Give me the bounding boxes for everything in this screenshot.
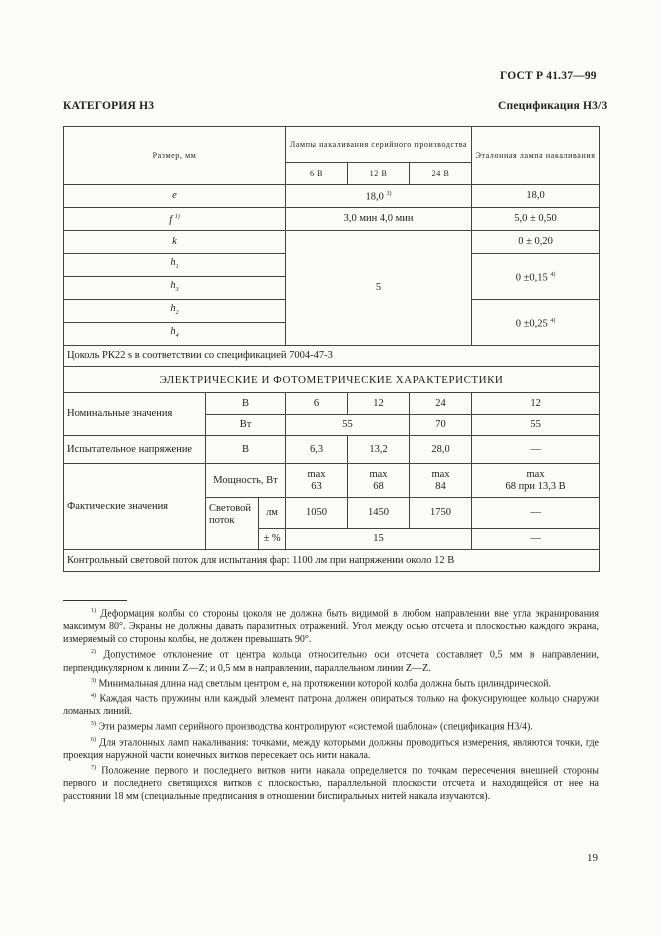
nominal-v6: 6 (286, 393, 348, 415)
row-h1-label: $h_1$ (64, 254, 286, 277)
tol-unit: ± % (259, 529, 286, 550)
nominal-vref: 12 (472, 393, 600, 415)
nominal-v12: 12 (348, 393, 410, 415)
footnote-4: $^{4)}$ Каждая часть пружины или каждый элемент патрона должен опираться только на фокусирующее кольцо снаружи ломаных линий. (63, 692, 599, 718)
row-h2-label: $h_2$ (64, 300, 286, 323)
power-ref: max 68 при 13,3 В (472, 464, 600, 498)
row-e-label: e (64, 185, 286, 208)
serial-header: Лампы накаливания серийного производства (286, 127, 472, 163)
spec-title: Спецификация Н3/3 (498, 100, 608, 112)
row-k-label: k (64, 231, 286, 254)
actual-label: Фактические значения (64, 464, 206, 550)
flux-6: 1050 (286, 498, 348, 529)
base-row: Цоколь РК22 s в соответствии со спецификацией 7004-47-3 (64, 346, 600, 367)
row-e-serial: 18,0 $^{3)}$ (286, 185, 472, 208)
nominal-v24: 24 (410, 393, 472, 415)
row-h4-label: $h_4$ (64, 323, 286, 346)
row-f-label: f $^{1)}$ (64, 208, 286, 231)
row-h3-label: $h_3$ (64, 277, 286, 300)
power-24: max 84 (410, 464, 472, 498)
nominal-w-ref: 55 (472, 415, 600, 436)
v12-header: 12 В (348, 163, 410, 185)
footnote-3: $^{3)}$ Минимальная длина над светлым центром e, на протяжении которой колба должна быть цилиндрической. (91, 677, 551, 689)
control-row: Контрольный световой поток для испытания фар: 1100 лм при напряжении около 12 В (64, 550, 600, 572)
category-title: КАТЕГОРИЯ Н3 (63, 100, 155, 112)
nominal-w-serial: 55 (286, 415, 410, 436)
ref-h13-value: 0 ±0,15 $^{4)}$ (472, 254, 600, 300)
footnote-6: $^{6)}$ Для эталонных ламп накаливания: точками, между которыми должны проводиться измерения, являются точки, где проекция наружной части конечных витков пересекает ось нити накала. (63, 736, 599, 761)
tol-serial: 15 (286, 529, 472, 550)
footnote-rule (63, 600, 127, 601)
tol-ref: — (472, 529, 600, 550)
test-voltage-label: Испытательное напряжение (64, 436, 206, 464)
test-v6: 6,3 (286, 436, 348, 464)
test-v24: 28,0 (410, 436, 472, 464)
standard-code: ГОСТ Р 41.37—99 (500, 70, 597, 82)
power-12: max 68 (348, 464, 410, 498)
ref-header: Эталонная лампа накаливания (472, 127, 600, 185)
row-e-ref: 18,0 (472, 185, 600, 208)
serial-group-value: 5 (286, 231, 472, 346)
v24-header: 24 В (410, 163, 472, 185)
section-title: ЭЛЕКТРИЧЕСКИЕ И ФОТОМЕТРИЧЕСКИЕ ХАРАКТЕРИСТИКИ (64, 367, 600, 393)
flux-ref: — (472, 498, 600, 529)
test-vref: — (472, 436, 600, 464)
ref-h24-value: 0 ±0,25 $^{4)}$ (472, 300, 600, 346)
test-v12: 13,2 (348, 436, 410, 464)
row-k-ref: 0 ± 0,20 (472, 231, 600, 254)
page-number: 19 (587, 852, 598, 864)
flux-12: 1450 (348, 498, 410, 529)
spec-table (63, 126, 600, 572)
nominal-w24: 70 (410, 415, 472, 436)
test-voltage-unit: В (206, 436, 286, 464)
row-f-ref: 5,0 ± 0,50 (472, 208, 600, 231)
flux-unit: лм (259, 498, 286, 529)
row-f-serial: 3,0 мин 4,0 мин (286, 208, 472, 231)
size-header: Размер, мм (64, 127, 286, 185)
footnote-2: $^{2)}$ Допустимое отклонение от центра кольца относительно оси отсчета составляет 0,5 мм в направлении, перпендикулярном к линии Z—Z; и 0,5 мм в направлении, параллельном линии Z—Z. (63, 649, 600, 674)
nominal-unit-w: Вт (206, 415, 286, 436)
footnote-1: $^{1)}$ Деформация колбы со стороны цоколя не должна быть видимой в любом направлении вне угла экранирования максимум 80°. Экраны не должны давать паразитных отражений. Угол между осью отсчета и плоскостью каждого экрана, измеряемый со стороны колбы, не должен превышать 90°. (63, 608, 599, 646)
footnote-5: $^{5)}$ Эти размеры ламп серийного производства контролируют «системой шаблона» (спецификация Н3/4). (91, 721, 533, 733)
flux-label: Световой поток (206, 498, 259, 550)
footnote-7: $^{7)}$ Положение первого и последнего витков нити накала определяется по точкам пересечения внешней стороны первого и последнего светящихся витков с плоскостью, параллельной плоскости отсчета и находящейся от нее на расстоянии 18 мм (специальные предписания в отношении биспиральных нитей накала изучаются). (63, 764, 599, 803)
footnotes (63, 605, 599, 803)
nominal-unit-v: В (206, 393, 286, 415)
power-6: max 63 (286, 464, 348, 498)
flux-24: 1750 (410, 498, 472, 529)
nominal-label: Номинальные значения (64, 393, 206, 436)
v6-header: 6 В (286, 163, 348, 185)
power-label: Мощность, Вт (206, 464, 286, 498)
